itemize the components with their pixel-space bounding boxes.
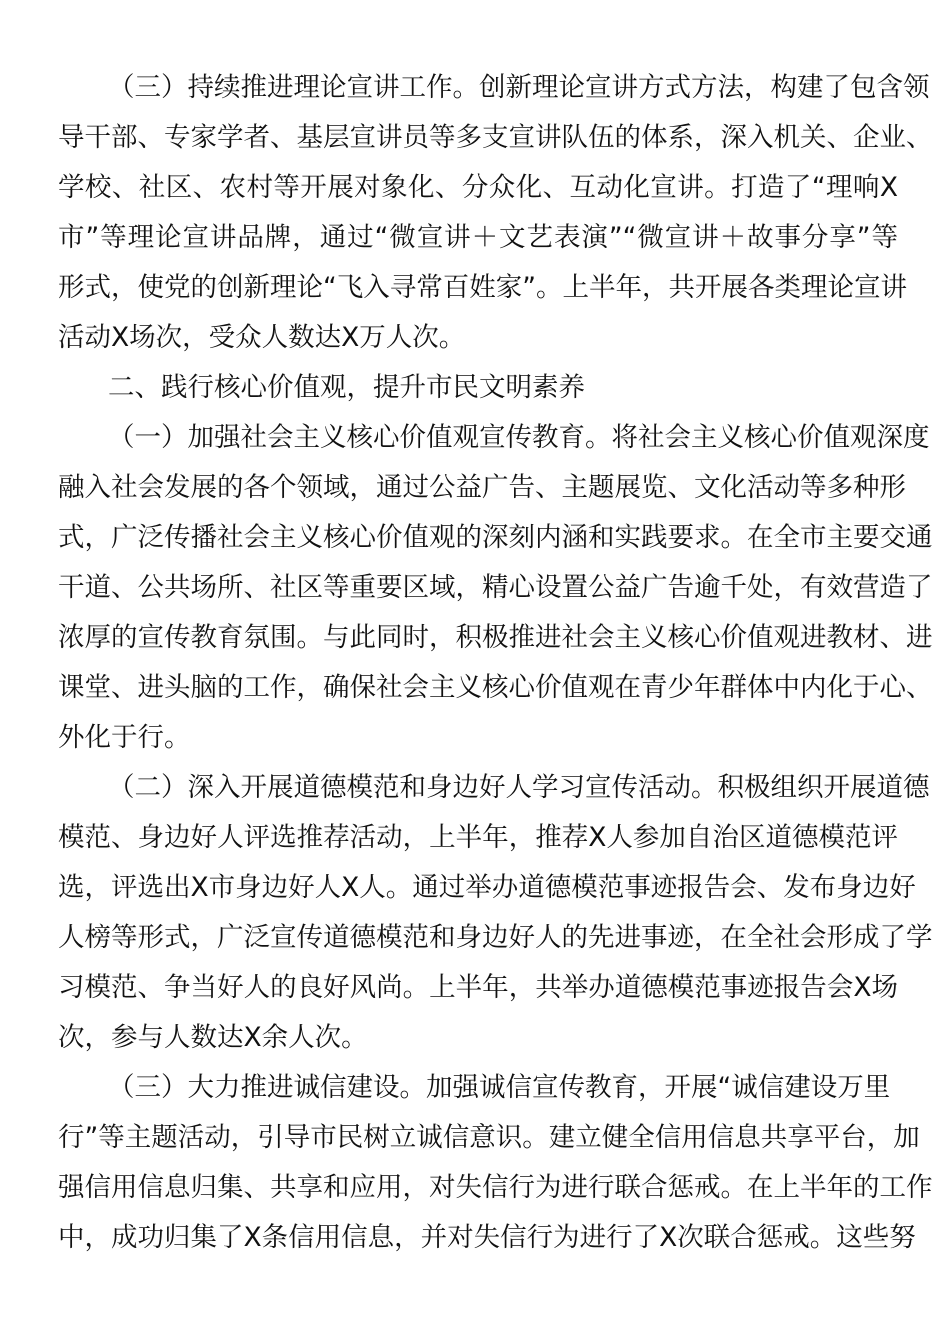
paragraph-line: 次，参与人数达X余人次。 — [58, 1022, 368, 1053]
paragraph-line: （二）深入开展道德模范和身边好人学习宣传活动。积极组织开展道德 — [108, 772, 930, 803]
paragraph-line: 行”等主题活动，引导市民树立诚信意识。建立健全信用信息共享平台，加 — [58, 1122, 920, 1153]
paragraph-line: 强信用信息归集、共享和应用，对失信行为进行联合惩戒。在上半年的工作 — [58, 1172, 933, 1203]
paragraph-line: 市”等理论宣讲品牌，通过“微宣讲＋文艺表演”“微宣讲＋故事分享”等 — [58, 222, 898, 253]
paragraph-line: （一）加强社会主义核心价值观宣传教育。将社会主义核心价值观深度 — [108, 422, 930, 453]
paragraph-line: 浓厚的宣传教育氛围。与此同时，积极推进社会主义核心价值观进教材、进 — [58, 622, 933, 653]
paragraph-line: 活动X场次，受众人数达X万人次。 — [58, 322, 466, 353]
paragraph-line: 形式，使党的创新理论“飞入寻常百姓家”。上半年，共开展各类理论宣讲 — [58, 272, 907, 303]
paragraph-line: 课堂、进头脑的工作，确保社会主义核心价值观在青少年群体中内化于心、 — [58, 672, 933, 703]
paragraph-line: 式，广泛传播社会主义核心价值观的深刻内涵和实践要求。在全市主要交通 — [58, 522, 933, 553]
paragraph-line: 学校、社区、农村等开展对象化、分众化、互动化宣讲。打造了“理响X — [58, 172, 898, 203]
paragraph-line: 导干部、专家学者、基层宣讲员等多支宣讲队伍的体系，深入机关、企业、 — [58, 122, 933, 153]
paragraph-line: 模范、身边好人评选推荐活动，上半年，推荐X人参加自治区道德模范评 — [58, 822, 898, 853]
paragraph-line: 习模范、争当好人的良好风尚。上半年，共举办道德模范事迹报告会X场 — [58, 972, 898, 1003]
section-heading: 二、践行核心价值观，提升市民文明素养 — [108, 372, 585, 403]
paragraph-line: 中，成功归集了X条信用信息，并对失信行为进行了X次联合惩戒。这些努 — [58, 1222, 916, 1253]
paragraph-line: 人榜等形式，广泛宣传道德模范和身边好人的先进事迹，在全社会形成了学 — [58, 922, 933, 953]
paragraph-line: （三）大力推进诚信建设。加强诚信宣传教育，开展“诚信建设万里 — [108, 1072, 891, 1103]
paragraph-line: 融入社会发展的各个领域，通过公益广告、主题展览、文化活动等多种形 — [58, 472, 906, 503]
paragraph-line: （三）持续推进理论宣讲工作。创新理论宣讲方式方法，构建了包含领 — [108, 72, 930, 103]
paragraph-line: 外化于行。 — [58, 722, 191, 753]
paragraph-line: 选，评选出X市身边好人X人。通过举办道德模范事迹报告会、发布身边好 — [58, 872, 916, 903]
paragraph-line: 干道、公共场所、社区等重要区域，精心设置公益广告逾千处，有效营造了 — [58, 572, 933, 603]
